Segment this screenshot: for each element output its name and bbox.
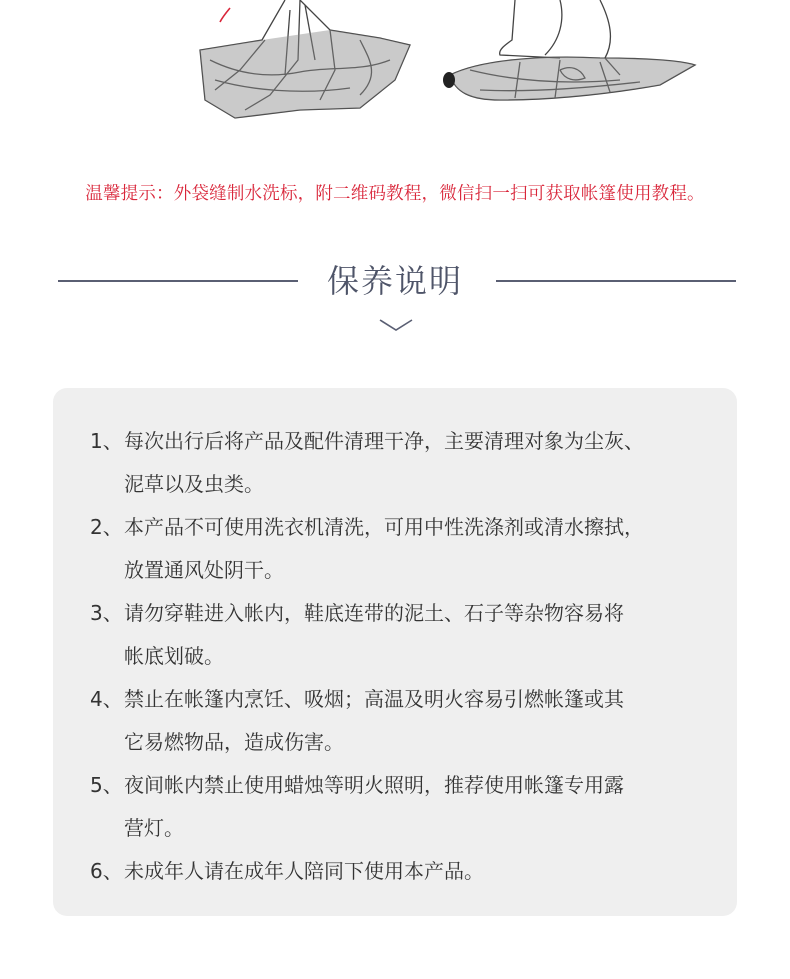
list-item [90, 850, 730, 893]
item-text-line: 未成年人请在成年人陪同下使用本产品。 [124, 859, 484, 883]
care-instructions-list [90, 420, 730, 893]
list-item [90, 592, 730, 678]
tent-folding-illustration [0, 0, 790, 140]
list-item [90, 764, 730, 850]
usage-tip: 温馨提示：外袋缝制水洗标，附二维码教程，微信扫一扫可获取帐篷使用教程。 [85, 184, 705, 204]
item-text-line: 它易燃物品，造成伤害。 [124, 730, 344, 754]
item-text-line: 夜间帐内禁止使用蜡烛等明火照明，推荐使用帐篷专用露 [124, 773, 624, 797]
item-number: 4、 [90, 687, 123, 711]
list-item [90, 678, 730, 764]
item-text-line: 每次出行后将产品及配件清理干净，主要清理对象为尘灰、 [124, 429, 644, 453]
item-text-line: 本产品不可使用洗衣机清洗，可用中性洗涤剂或清水擦拭， [124, 515, 644, 539]
section-title: 保养说明 [326, 262, 463, 300]
item-text-line: 禁止在帐篷内烹饪、吸烟；高温及明火容易引燃帐篷或其 [124, 687, 624, 711]
item-text-line: 帐底划破。 [124, 644, 224, 668]
item-number: 5、 [90, 773, 123, 797]
gathered-tent-shading [200, 30, 410, 118]
item-text-line: 营灯。 [124, 816, 184, 840]
list-item [90, 420, 730, 506]
item-number: 1、 [90, 429, 123, 453]
rolled-tent-shading [443, 57, 695, 100]
title-divider-right [496, 280, 736, 282]
item-number: 2、 [90, 515, 123, 539]
section-header [0, 258, 790, 338]
chevron-down-icon [378, 318, 414, 332]
item-text-line: 放置通风处阴干。 [124, 558, 284, 582]
item-number: 3、 [90, 601, 123, 625]
list-item [90, 506, 730, 592]
item-text-line: 泥草以及虫类。 [124, 472, 264, 496]
item-number: 6、 [90, 859, 123, 883]
item-text-line: 请勿穿鞋进入帐内，鞋底连带的泥土、石子等杂物容易将 [124, 601, 624, 625]
